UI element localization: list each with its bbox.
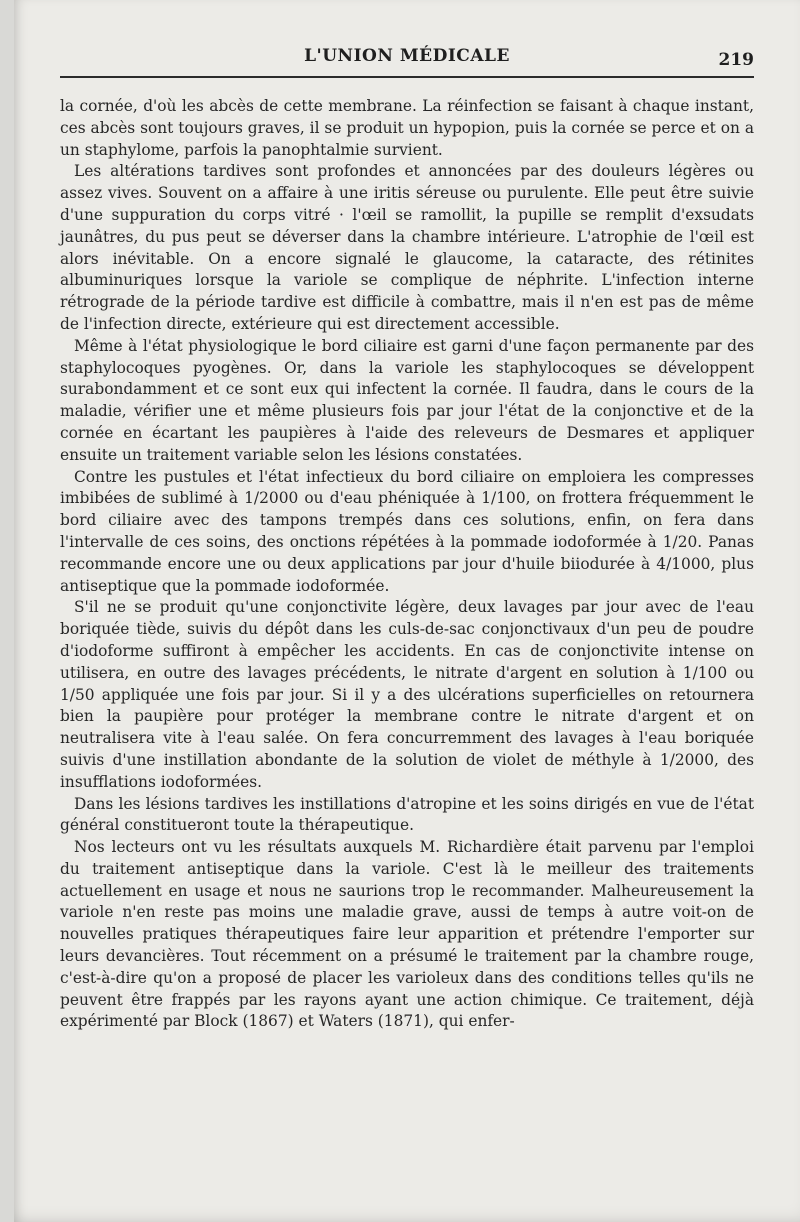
paragraph: Dans les lésions tardives les instillations d'atropine et les soins dirigés en vue de l'état général constitueront toute la thérapeutique. xyxy=(60,794,754,835)
header-rule xyxy=(60,76,754,78)
paragraph: Nos lecteurs ont vu les résultats auxquels M. Richardière était parvenu par l'emploi du traitement antiseptique dans la variole. C'est là le meilleur des traitements actuellement en usage et nous ne saurions trop le recommander. Malheureusement la variole n'en reste pas moins une maladie grave, aussi de temps à autre voit-on de nouvelles pratiques thérapeutiques faire leur apparition et prétendre l'emporter sur leurs devancières. Tout récemment on a présumé le traitement par la chambre rouge, c'est-à-dire qu'on a proposé de placer les varioleux dans des conditions telles qu'ils ne peuvent être frappés par les rayons ayant une action chimique. Ce traitement, déjà expérimenté par Block (1867) et Waters (1871), qui enfer- xyxy=(60,838,754,1031)
page-number: 219 xyxy=(718,50,754,70)
page-header xyxy=(14,46,800,76)
paragraph: Même à l'état physiologique le bord ciliaire est garni d'une façon permanente par des staphylocoques pyogènes. Or, dans la variole les staphylocoques se développent surabondamment et ce sont eux qui infectent la cornée. Il faudra, dans le cours de la maladie, vérifier une et même plusieurs fois par jour l'état de la conjonctive et de la cornée en écartant les paupières à l'aide des releveurs de Desmares et appliquer ensuite un traitement variable selon les lésions constatées. xyxy=(60,336,754,464)
paragraph: Les altérations tardives sont profondes et annoncées par des douleurs légères ou assez vives. Souvent on a affaire à une iritis séreuse ou purulente. Elle peut être suivie d'une suppuration du corps vitré · l'œil se ramollit, la pupille se remplit d'exsudats jaunâtres, du pus peut se déverser dans la chambre intérieure. L'atrophie de l'œil est alors inévitable. On a encore signalé le glaucome, la cataracte, des rétinites albuminuriques lorsque la variole se complique de néphrite. L'infection interne rétrograde de la période tardive est difficile à combattre, mais il n'en est pas de même de l'infection directe, extérieure qui est directement accessible. xyxy=(60,162,754,333)
paragraph: S'il ne se produit qu'une conjonctivite légère, deux lavages par jour avec de l'eau boriquée tiède, suivis du dépôt dans les culs-de-sac conjonctivaux d'un peu de poudre d'iodoforme suffiront à empêcher les accidents. En cas de conjonctivite intense on utilisera, en outre des lavages précédents, le nitrate d'argent en solution à 1/100 ou 1/50 appliquée une fois par jour. Si il y a des ulcérations superficielles on retournera bien la paupière pour protéger la membrane contre le nitrate d'argent et on neutralisera vite à l'eau salée. On fera concurremment des lavages à l'eau boriquée suivis d'une instillation abondante de la solution de violet de méthyle à 1/2000, des insufflations iodoformées. xyxy=(60,598,754,791)
paragraph: la cornée, d'où les abcès de cette membrane. La réinfection se faisant à chaque instant, ces abcès sont toujours graves, il se produit un hypopion, puis la cornée se perce et on a un staphylome, parfois la panophtalmie survient. xyxy=(60,97,754,159)
running-title: L'UNION MÉDICALE xyxy=(304,46,510,66)
body-text xyxy=(60,96,754,1033)
paragraph: Contre les pustules et l'état infectieux du bord ciliaire on emploiera les compresses imbibées de sublimé à 1/2000 ou d'eau phéniquée à 1/100, on frottera fréquemment le bord ciliaire avec des tampons trempés dans ces solutions, enfin, on fera dans l'intervalle de ces soins, des onctions répétées à la pommade iodoformée à 1/20. Panas recommande encore une ou deux applications par jour d'huile biiodurée à 4/1000, plus antiseptique que la pommade iodoformée. xyxy=(60,467,754,595)
book-page xyxy=(14,0,800,1222)
